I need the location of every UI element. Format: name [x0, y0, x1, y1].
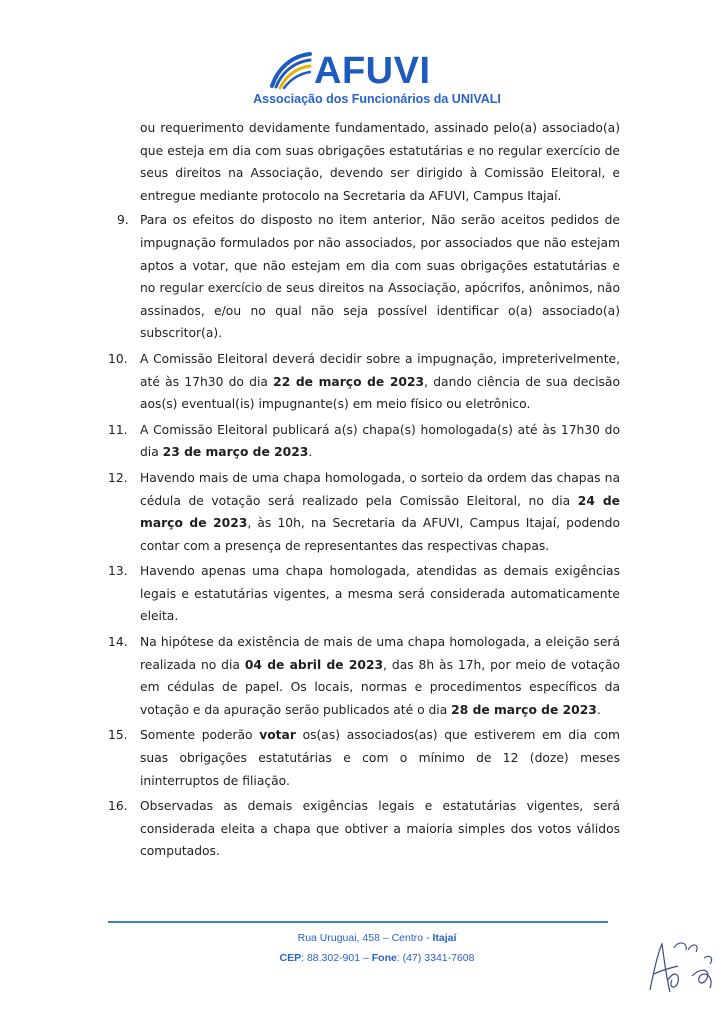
item-date: 04 de abril de 2023	[244, 657, 384, 672]
item-number: 10.	[108, 351, 128, 366]
association-name: Associação dos Funcionários da UNIVALI	[253, 92, 501, 106]
footer-address	[0, 932, 724, 944]
item-text: Na hipótese da existência de mais de uma chapa homologada, a eleição será realizada no dia	[140, 635, 620, 672]
item-number: 9.	[117, 213, 129, 228]
list-item-9	[108, 209, 620, 345]
item-number: 13.	[108, 564, 128, 579]
item-text: .	[308, 445, 313, 460]
item-date: 22 de março de 2023	[273, 374, 425, 389]
list-item-11	[108, 419, 620, 464]
afuvi-logo	[268, 48, 468, 94]
footer-contact	[0, 952, 724, 964]
item-date: 23 de março de 2023	[162, 445, 309, 460]
address-city: Itajaí	[432, 932, 457, 944]
item-emphasis: votar	[259, 728, 296, 743]
afuvi-logo-mark-icon	[268, 50, 314, 90]
phone-value: : (47) 3341-7608	[396, 952, 475, 964]
item-number: 11.	[108, 422, 128, 437]
item-text: os(as) associados(as) que estiverem em dia com suas obrigações estatutárias e com o mínimo de 12 (doze) meses ininterruptos de filiação.	[140, 728, 620, 788]
list-item-14	[108, 631, 620, 721]
intro-paragraph: ou requerimento devidamente fundamentado, assinado pelo(a) associado(a) que esteja em dia com suas obrigações estatutárias e no regular exercício de seus direitos na Associação, devendo ser dirigido à Comissão Eleitoral, e entregue mediante protocolo na Secretaria da AFUVI, Campus Itajaí.	[140, 121, 620, 203]
cep-value: : 88.302-901 –	[301, 952, 372, 964]
item-text: Havendo apenas uma chapa homologada, atendidas as demais exigências legais e estatutárias vigentes, a mesma será considerada automaticamente eleita.	[140, 564, 620, 624]
logo-wordmark: AFUVI	[314, 50, 431, 92]
list-item-10	[108, 348, 620, 416]
item-text: .	[596, 702, 601, 717]
item-number: 16.	[108, 799, 128, 814]
item-text: , às 10h, na Secretaria da AFUVI, Campus Itajaí, podendo contar com a presença de representantes das respectivas chapas.	[140, 516, 620, 553]
item-text: Havendo mais de uma chapa homologada, o sorteio da ordem das chapas na cédula de votação será realizado pela Comissão Eleitoral, no dia	[140, 470, 620, 508]
list-item-12	[108, 467, 620, 557]
cep-label: CEP	[279, 952, 302, 964]
item-date: 24 de março de 2023	[140, 493, 620, 531]
document-body	[108, 117, 620, 866]
list-item-13	[108, 560, 620, 628]
list-item-16	[108, 795, 620, 863]
item-text: A Comissão Eleitoral deverá decidir sobre a impugnação, impreterivelmente, até às 17h30 do dia	[140, 351, 620, 389]
footer-divider	[108, 921, 608, 923]
letterhead	[0, 40, 724, 110]
item-text: Observadas as demais exigências legais e estatutárias vigentes, será considerada eleita a chapa que obtiver a maioria simples dos votos válidos computados.	[140, 799, 620, 859]
phone-label: Fone	[371, 952, 397, 964]
item-number: 12.	[108, 470, 128, 485]
item-text: , das 8h às 17h, por meio de votação em cédulas de papel. Os locais, normas e procedimentos específicos da votação e da apuração serão publicados até o dia	[140, 657, 621, 717]
address-text: Rua Uruguai, 458 – Centro -	[297, 932, 433, 944]
item-number: 14.	[108, 635, 128, 650]
item-date: 28 de março de 2023	[451, 702, 597, 717]
item-number: 15.	[108, 728, 128, 743]
list-item-15	[108, 724, 620, 792]
handwritten-initials-icon	[644, 930, 720, 1002]
item-text: Somente poderão	[140, 728, 260, 743]
item-text: A Comissão Eleitoral publicará a(s) chapa(s) homologada(s) até às 17h30 do dia	[140, 422, 620, 460]
item-text: , dando ciência de sua decisão aos(s) eventual(is) impugnante(s) em meio físico ou eletrônico.	[140, 374, 620, 412]
item-text: Para os efeitos do disposto no item anterior, Não serão aceitos pedidos de impugnação formulados por não associados, por associados que não estejam aptos a votar, que não estejam em dia com suas obrigações estatutárias e no regular exercício de seus direitos na Associação, apócrifos, anônimos, não assinados, e/ou no qual não seja possível identificar o(a) associado(a) subscritor(a).	[140, 213, 620, 341]
